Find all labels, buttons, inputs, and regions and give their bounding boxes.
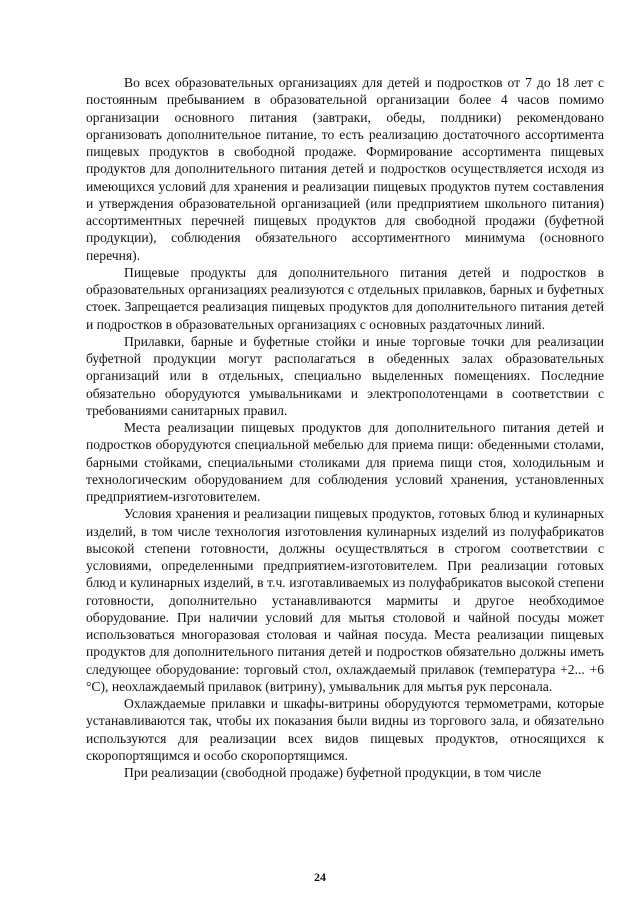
page-number: 24	[314, 870, 326, 884]
paragraph-buffet-sales: При реализации (свободной продаже) буфетной продукции, в том числе	[124, 765, 542, 780]
body-text	[86, 74, 604, 781]
paragraph-storage-conditions: Условия хранения и реализации пищевых продуктов, готовых блюд и кулинарных изделий, в том числе технология изготовления кулинарных изделий из полуфабрикатов высокой степени готовности, должны осуществляться в строгом соответствии с условиями, определенными предприятием-изготовителем. При реализации готовых блюд и кулинарных изделий, в т.ч. изготавливаемых из полуфабрикатов высокой степени готовности, дополнительно устанавливаются мармиты и другое необходимое оборудование. При наличии условий для мытья столовой и чайной посуды может использоваться многоразовая столовая и чайная посуда. Места реализации пищевых продуктов для дополнительного питания детей и подростков обязательно должны иметь следующее оборудование: торговый стол, охлаждаемый прилавок (температура +2... +6 °С), неохлаждаемый прилавок (витрину), умывальник для мытья рук персонала.	[86, 506, 604, 694]
paragraph-additional-nutrition: Во всех образовательных организациях для детей и подростков от 7 до 18 лет с постоянным пребыванием в образовательной организации более 4 часов помимо организации основного питания (завтраки, обеды, полдники) рекомендовано организовать дополнительное питание, то есть реализацию достаточного ассортимента пищевых продуктов в свободной продаже. Формирование ассортимента пищевых продуктов для дополнительного питания детей и подростков осуществляется исходя из имеющихся условий для хранения и реализации пищевых продуктов путем составления и утверждения образовательной организацией (или предприятием школьного питания) ассортиментных перечней пищевых продуктов для свободной продажи (буфетной продукции), соблюдения обязательного ассортиментного минимума (основного перечня).	[86, 75, 604, 263]
paragraph-counter-location: Прилавки, барные и буфетные стойки и иные торговые точки для реализации буфетной продукции могут располагаться в обеденных залах образовательных организаций или в отдельных, специально выделенных помещениях. Последние обязательно оборудуются умывальниками и электрополотенцами в соответствии с требованиями санитарных правил.	[86, 333, 604, 418]
paragraph-furniture: Места реализации пищевых продуктов для дополнительного питания детей и подростков оборудуются специальной мебелью для приема пищи: обеденными столами, барными стойками, специальными столиками для приема пищи стоя, холодильным и технологическим оборудованием для соблюдения условий хранения, установленных предприятием-изготовителем.	[86, 420, 604, 504]
paragraph-sales-counters: Пищевые продукты для дополнительного питания детей и подростков в образовательных организациях реализуются с отдельных прилавков, барных и буфетных стоек. Запрещается реализация пищевых продуктов для дополнительного питания детей и подростков в образовательных организациях с основных раздаточных линий.	[86, 264, 604, 332]
paragraph-refrigerated-counters: Охлаждаемые прилавки и шкафы-витрины оборудуются термометрами, которые устанавливаются так, чтобы их показания были видны из торгового зала, и обязательно используются для реализации всех видов пищевых продуктов, относящихся к скоропортящимся и особо скоропортящимся.	[86, 696, 604, 763]
